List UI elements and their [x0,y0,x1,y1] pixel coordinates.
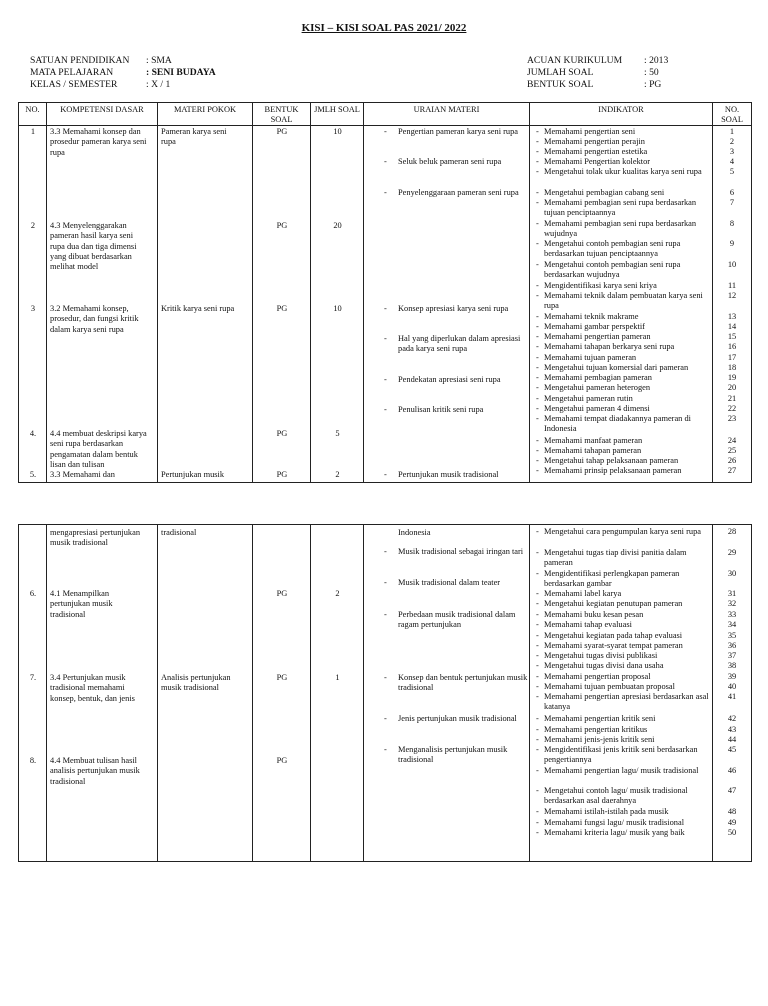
soal-number: 44 [727,735,737,744]
col-header-indikator: INDIKATOR [530,103,713,126]
bullet-dash: - [536,682,539,691]
materi-cell [158,525,253,862]
bentuk-cell [253,525,311,862]
jumlah-text: 2 [335,589,340,598]
bentuk-text: PG [276,429,288,438]
indikator-text: Mengetahui pameran 4 dimensi [544,404,650,413]
indikator-text: Mengetahui pameran heterogen [544,383,651,392]
soal-number: 24 [727,436,737,445]
uraian-text: Seluk beluk pameran seni rupa [398,157,502,166]
indikator-text: Memahami tahapan pameran [544,446,642,455]
meta-value: : 2013 [644,55,669,66]
kompetensi-text: 3.2 Memahami konsep, prosedur, dan fungsi kritik dalam karya seni rupa [50,304,139,334]
bullet-dash: - [536,651,539,660]
soal-number: 12 [727,291,737,300]
bullet-dash: - [536,725,539,734]
jumlah-cell [311,525,364,862]
indikator-text: Mengetahui tugas tiap divisi panitia dalam pameran [544,548,687,568]
uraian-text: Konsep dan bentuk pertunjukan musik tradisional [398,673,528,693]
row-number: 4. [29,429,37,438]
soal-number: 15 [727,332,737,341]
table-body-row [19,126,752,483]
soal-number: 35 [727,631,737,640]
indikator-text: Mengetahui kegiatan penutupan pameran [544,599,683,608]
kompetensi-text: 4.4 Membuat tulisan hasil analisis pertunjukan musik tradisional [50,756,140,786]
kisi-table-page-1 [18,102,752,483]
indikator-text: Mengetahui tugas divisi publikasi [544,651,658,660]
no-cell [19,126,47,483]
uraian-text: Konsep apresiasi karya seni rupa [398,304,509,313]
indikator-text: Memahami pengertian lagu/ musik tradisional [544,766,699,775]
uraian-text: Indonesia [398,528,431,537]
bullet-dash: - [536,332,539,341]
bullet-dash: - [536,137,539,146]
soal-number: 38 [727,661,737,670]
soal-number: 5 [729,167,735,176]
indikator-text: Memahami tujuan pameran [544,353,637,362]
row-number: 7. [29,673,37,682]
indikator-text: Memahami pengertian seni [544,127,636,136]
indikator-text: Memahami label karya [544,589,622,598]
bentuk-text: PG [276,221,288,230]
kompetensi-text: 4.4 membuat deskripsi karya seni rupa berdasarkan pengamatan dalam bentuk lisan dan tulisan [50,429,147,469]
soal-number: 47 [727,786,737,795]
uraian-text: Pengertian pameran karya seni rupa [398,127,518,136]
soal-number: 3 [729,147,735,156]
indikator-text: Memahami Pengertian kolektor [544,157,651,166]
meta-label: SATUAN PENDIDIKAN [30,55,130,66]
kisi-table-page-2 [18,524,752,862]
bullet-dash: - [536,260,539,269]
soal-number: 43 [727,725,737,734]
bullet-dash: - [536,353,539,362]
bullet-dash: - [536,312,539,321]
jumlah-text: 1 [335,673,340,682]
soal-number: 27 [727,466,737,475]
bullet-dash: - [536,456,539,465]
kompetensi-text: 4.3 Menyelenggarakan pameran hasil karya seni rupa dua dan tiga dimensi yang dibuat berdasarkan melihat model [50,221,137,271]
bullet-dash: - [536,599,539,608]
indikator-text: Mengetahui tolak ukur kualitas karya seni rupa [544,167,702,176]
indikator-text: Memahami pengertian proposal [544,672,651,681]
bullet-dash: - [384,673,387,682]
bentuk-text: PG [276,673,288,682]
bullet-dash: - [384,470,387,479]
indikator-text: Memahami tempat diadakannya pameran di Indonesia [544,414,691,434]
bentuk-text: PG [276,127,288,136]
bullet-dash: - [536,589,539,598]
soal-number: 31 [727,589,737,598]
meta-value: : SMA [146,55,172,66]
indikator-text: Mengetahui tujuan komersial dari pameran [544,363,689,372]
bentuk-cell [253,126,311,483]
bullet-dash: - [536,219,539,228]
bullet-dash: - [536,404,539,413]
soal-number: 32 [727,599,737,608]
soal-number: 20 [727,383,737,392]
meta-left [30,55,216,91]
soal-number: 42 [727,714,737,723]
bullet-dash: - [536,631,539,640]
indikator-text: Mengetahui pembagian cabang seni [544,188,665,197]
bullet-dash: - [536,569,539,578]
soal-number: 29 [727,548,737,557]
soal-number: 50 [727,828,737,837]
soal-number: 18 [727,363,737,372]
soal-number: 40 [727,682,737,691]
bentuk-text: PG [276,756,288,765]
indikator-text: Mengetahui contoh pembagian seni rupa berdasarkan wujudnya [544,260,681,280]
bullet-dash: - [536,167,539,176]
bullet-dash: - [384,334,387,343]
bullet-dash: - [384,188,387,197]
bullet-dash: - [536,239,539,248]
kompetensi-text: 3.3 Memahami konsep dan prosedur pameran karya seni rupa [50,127,147,157]
bullet-dash: - [384,375,387,384]
bullet-dash: - [384,127,387,136]
col-header-nosoal: NO. SOAL [713,103,752,126]
meta-value: : SENI BUDAYA [146,67,216,78]
uraian-cell [364,126,530,483]
jumlah-text: 10 [333,127,342,136]
uraian-text: Penyelenggaraan pameran seni rupa [398,188,519,197]
bullet-dash: - [384,610,387,619]
uraian-text: Penulisan kritik seni rupa [398,405,484,414]
indikator-text: Mengetahui kegiatan pada tahap evaluasi [544,631,683,640]
indikator-text: Memahami tahap evaluasi [544,620,632,629]
bullet-dash: - [536,692,539,701]
soal-number: 6 [729,188,735,197]
bullet-dash: - [536,735,539,744]
bullet-dash: - [536,281,539,290]
soal-number: 1 [729,127,735,136]
soal-number: 11 [727,281,737,290]
kompetensi-cell [47,126,158,483]
bullet-dash: - [536,766,539,775]
indikator-cell [530,525,713,862]
document-title: KISI – KISI SOAL PAS 2021/ 2022 [301,22,467,34]
indikator-text: Mengidentifikasi karya seni kriya [544,281,657,290]
table-body-row [19,525,752,862]
indikator-text: Memahami pengertian kritik seni [544,714,656,723]
indikator-text: Memahami pembagian pameran [544,373,652,382]
indikator-text: Memahami kriteria lagu/ musik yang baik [544,828,685,837]
materi-text: Analisis pertunjukan musik tradisional [161,673,231,693]
indikator-text: Memahami tahapan berkarya seni rupa [544,342,675,351]
indikator-text: Memahami pengertian estetika [544,147,648,156]
uraian-text: Musik tradisional sebagai iringan tari [398,547,524,556]
indikator-text: Mengetahui tahap pelaksanaan pameran [544,456,679,465]
indikator-text: Mengetahui contoh pembagian seni rupa berdasarkan tujuan penciptaannya [544,239,681,259]
soal-number: 30 [727,569,737,578]
meta-label: BENTUK SOAL [527,79,594,90]
bullet-dash: - [536,436,539,445]
bullet-dash: - [384,714,387,723]
indikator-text: Memahami pembagian seni rupa berdasarkan tujuan penciptaannya [544,198,697,218]
bullet-dash: - [536,291,539,300]
bullet-dash: - [536,527,539,536]
indikator-text: Memahami buku kesan pesan [544,610,644,619]
uraian-text: Pertunjukan musik tradisional [398,470,499,479]
bullet-dash: - [536,322,539,331]
soal-number: 10 [727,260,737,269]
bullet-dash: - [536,672,539,681]
indikator-text: Memahami pengertian kritikus [544,725,648,734]
soal-number: 48 [727,807,737,816]
bullet-dash: - [536,363,539,372]
soal-number: 45 [727,745,737,754]
indikator-cell [530,126,713,483]
nosoal-cell [713,126,752,483]
uraian-text: Musik tradisional dalam teater [398,578,501,587]
indikator-text: Mengidentifikasi jenis kritik seni berdasarkan pengertiannya [544,745,698,765]
materi-cell [158,126,253,483]
indikator-text: Memahami syarat-syarat tempat pameran [544,641,683,650]
bullet-dash: - [536,342,539,351]
bullet-dash: - [536,548,539,557]
soal-number: 46 [727,766,737,775]
soal-number: 7 [729,198,735,207]
row-number: 2 [30,221,36,230]
bullet-dash: - [536,661,539,670]
row-number: 6. [29,589,37,598]
indikator-text: Mengetahui pameran rutin [544,394,633,403]
soal-number: 23 [727,414,737,423]
jumlah-text: 20 [333,221,342,230]
meta-label: ACUAN KURIKULUM [527,55,623,66]
jumlah-text: 5 [335,429,340,438]
bullet-dash: - [536,620,539,629]
soal-number: 4 [729,157,735,166]
indikator-text: Mengidentifikasi perlengkapan pameran berdasarkan gambar [544,569,680,589]
col-header-uraian: URAIAN MATERI [364,103,530,126]
indikator-text: Memahami pengertian perajin [544,137,645,146]
bullet-dash: - [384,157,387,166]
indikator-text: Memahami istilah-istilah pada musik [544,807,669,816]
indikator-text: Memahami prinsip pelaksanaan pameran [544,466,682,475]
bentuk-text: PG [276,470,288,479]
indikator-text: Memahami teknik makrame [544,312,639,321]
bullet-dash: - [536,383,539,392]
soal-number: 13 [727,312,737,321]
bullet-dash: - [536,373,539,382]
kompetensi-text: 3.4 Pertunjukan musik tradisional memahami konsep, bentuk, dan jenis [50,673,135,703]
soal-number: 26 [727,456,737,465]
meta-value: : X / 1 [146,79,171,90]
soal-number: 34 [727,620,737,629]
indikator-text: Memahami pengertian apresiasi berdasarkan asal katanya [544,692,709,712]
soal-number: 19 [727,373,737,382]
indikator-text: Memahami manfaat pameran [544,436,643,445]
jumlah-text: 2 [335,470,340,479]
jumlah-text: 10 [333,304,342,313]
bullet-dash: - [536,714,539,723]
indikator-text: Mengetahui contoh lagu/ musik tradisional berdasarkan asal daerahnya [544,786,688,806]
soal-number: 33 [727,610,737,619]
materi-text: tradisional [161,528,197,537]
soal-number: 36 [727,641,737,650]
bentuk-text: PG [276,304,288,313]
meta-value: : PG [644,79,662,90]
uraian-text: Menganalisis pertunjukan musik tradisional [398,745,508,765]
indikator-text: Memahami jenis-jenis kritik seni [544,735,655,744]
bullet-dash: - [384,745,387,754]
meta-label: KELAS / SEMESTER [30,79,118,90]
soal-number: 37 [727,651,737,660]
bullet-dash: - [536,127,539,136]
kompetensi-cell [47,525,158,862]
indikator-text: Mengetahui tugas divisi dana usaha [544,661,664,670]
soal-number: 28 [727,527,737,536]
uraian-text: Perbedaan musik tradisional dalam ragam pertunjukan [398,610,516,630]
row-number: 1 [30,127,36,136]
uraian-text: Hal yang diperlukan dalam apresiasi pada karya seni rupa [398,334,521,354]
bullet-dash: - [536,147,539,156]
row-number: 5. [29,470,37,479]
bullet-dash: - [384,578,387,587]
row-number: 3 [30,304,36,313]
col-header-materi: MATERI POKOK [158,103,253,126]
nosoal-cell [713,525,752,862]
kompetensi-text: 3.3 Memahami dan [50,470,115,479]
meta-label: MATA PELAJARAN [30,67,114,78]
soal-number: 49 [727,818,737,827]
indikator-text: Memahami gambar perspektif [544,322,645,331]
soal-number: 16 [727,342,737,351]
meta-right [527,55,668,91]
bullet-dash: - [536,394,539,403]
no-cell [19,525,47,862]
uraian-text: Pendekatan apresiasi seni rupa [398,375,501,384]
bentuk-text: PG [276,589,288,598]
soal-number: 21 [727,394,737,403]
bullet-dash: - [536,786,539,795]
soal-number: 9 [729,239,735,248]
uraian-text: Jenis pertunjukan musik tradisional [398,714,517,723]
col-header-no: NO. [19,103,47,126]
row-number: 8. [29,756,37,765]
indikator-text: Memahami tujuan pembuatan proposal [544,682,675,691]
bullet-dash: - [536,414,539,423]
soal-number: 22 [727,404,737,413]
meta-label: JUMLAH SOAL [527,67,594,78]
soal-number: 8 [729,219,735,228]
bullet-dash: - [384,547,387,556]
bullet-dash: - [536,828,539,837]
meta-value: : 50 [644,67,659,78]
soal-number: 25 [727,446,737,455]
bullet-dash: - [536,610,539,619]
col-header-jumlah: JMLH SOAL [311,103,364,126]
bullet-dash: - [536,198,539,207]
kompetensi-text: 4.1 Menampilkan pertunjukan musik tradisional [50,589,113,619]
bullet-dash: - [384,304,387,313]
materi-text: Pertunjukan musik [161,470,225,479]
col-header-kompetensi: KOMPETENSI DASAR [47,103,158,126]
kompetensi-text: mengapresiasi pertunjukan musik tradisional [50,528,141,548]
soal-number: 41 [727,692,737,701]
bullet-dash: - [536,188,539,197]
indikator-text: Memahami pengertian pameran [544,332,651,341]
indikator-text: Memahami teknik dalam pembuatan karya seni rupa [544,291,703,311]
bullet-dash: - [536,641,539,650]
indikator-text: Memahami pembagian seni rupa berdasarkan wujudnya [544,219,697,239]
bullet-dash: - [536,446,539,455]
soal-number: 2 [729,137,735,146]
materi-text: Pameran karya seni rupa [161,127,227,147]
indikator-text: Memahami fungsi lagu/ musik tradisional [544,818,685,827]
indikator-text: Mengetahui cara pengumpulan karya seni rupa [544,527,701,536]
soal-number: 14 [727,322,737,331]
bullet-dash: - [536,466,539,475]
table-header-row [19,103,752,126]
bullet-dash: - [536,818,539,827]
soal-number: 39 [727,672,737,681]
uraian-cell [364,525,530,862]
soal-number: 17 [727,353,737,362]
bullet-dash: - [536,157,539,166]
materi-text: Kritik karya seni rupa [161,304,235,313]
jumlah-cell [311,126,364,483]
col-header-bentuk: BENTUK SOAL [253,103,311,126]
bullet-dash: - [536,745,539,754]
bullet-dash: - [384,405,387,414]
bullet-dash: - [536,807,539,816]
